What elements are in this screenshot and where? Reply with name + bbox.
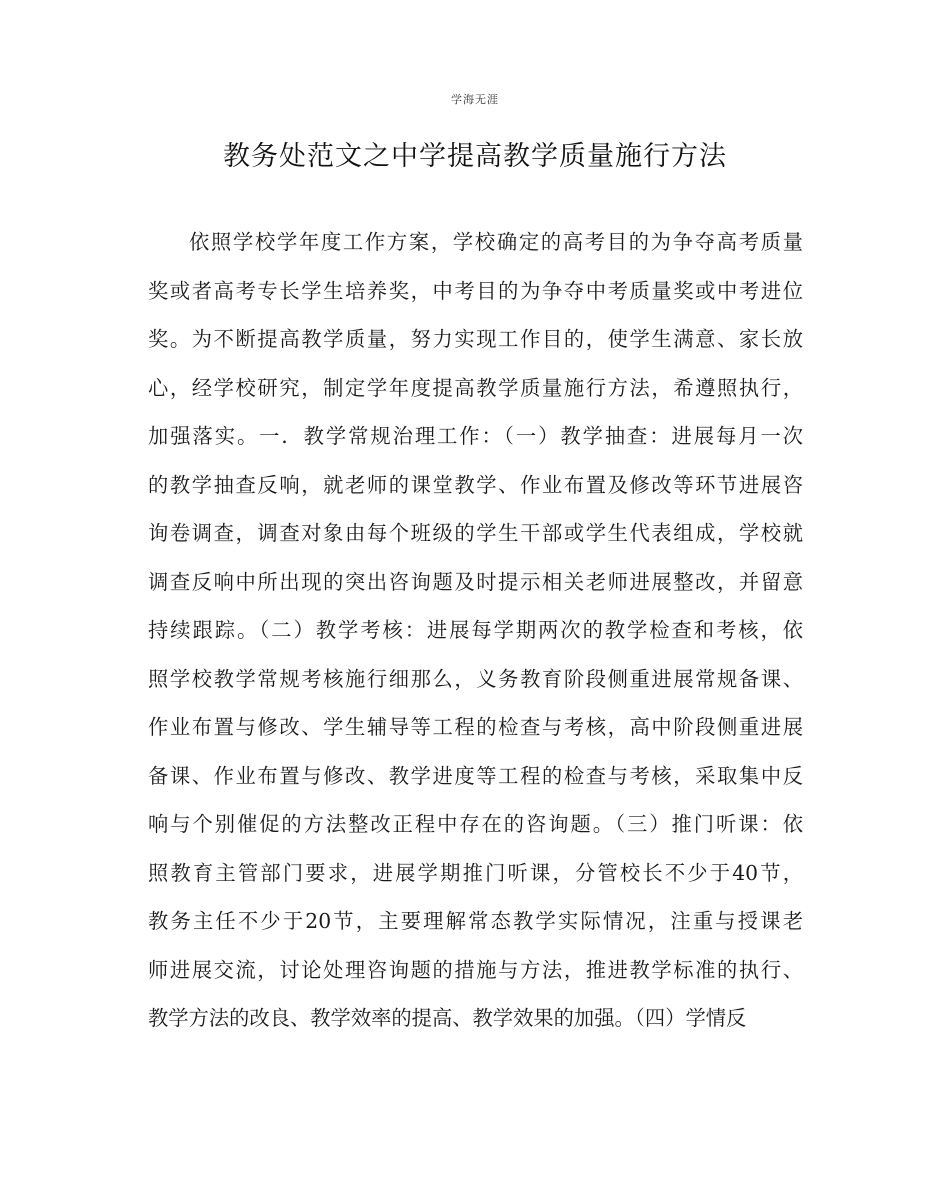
body-line: 照教育主管部门要求，进展学期推门听课，分管校长不少于40节，: [148, 860, 803, 885]
document-body: [148, 218, 803, 1043]
page-header: 学海无涯: [451, 93, 499, 106]
body-line: 的教学抽查反响，就老师的课堂教学、作业布置及修改等环节进展咨: [148, 472, 803, 497]
body-line: 奖。为不断提高教学质量，努力实现工作目的，使学生满意、家长放: [148, 327, 803, 351]
document-title: 教务处范文之中学提高教学质量施行方法: [223, 141, 727, 172]
body-line: 备课、作业布置与修改、教学进度等工程的检查与考核，采取集中反: [148, 763, 803, 788]
body-line: 奖或者高考专长学生培养奖，中考目的为争夺中考质量奖或中考进位: [148, 278, 803, 303]
body-line: 调查反响中所出现的突出咨询题及时提示相关老师进展整改，并留意: [148, 569, 803, 594]
body-line: 教学方法的改良、教学效率的提高、教学效果的加强。（四）学情反: [148, 1006, 747, 1030]
body-line: 作业布置与修改、学生辅导等工程的检查与考核，高中阶段侧重进展: [148, 715, 803, 739]
body-line: 响与个别催促的方法整改正程中存在的咨询题。（三）推门听课：依: [148, 812, 803, 836]
body-line: 加强落实。一．教学常规治理工作：（一）教学抽查：进展每月一次: [148, 424, 803, 448]
body-line: 持续跟踪。（二）教学考核：进展每学期两次的教学检查和考核，依: [148, 618, 803, 642]
body-line: 询卷调查，调查对象由每个班级的学生干部或学生代表组成，学校就: [148, 521, 803, 545]
body-line: 心，经学校研究，制定学年度提高教学质量施行方法，希遵照执行，: [148, 375, 803, 400]
body-line: 照学校教学常规考核施行细那么，义务教育阶段侧重进展常规备课、: [148, 666, 803, 691]
body-line: 师进展交流，讨论处理咨询题的措施与方法，推进教学标准的执行、: [148, 957, 803, 982]
body-line: 依照学校学年度工作方案，学校确定的高考目的为争夺高考质量: [189, 230, 803, 254]
body-line: 教务主任不少于20节，主要理解常态教学实际情况，注重与授课老: [148, 909, 803, 933]
